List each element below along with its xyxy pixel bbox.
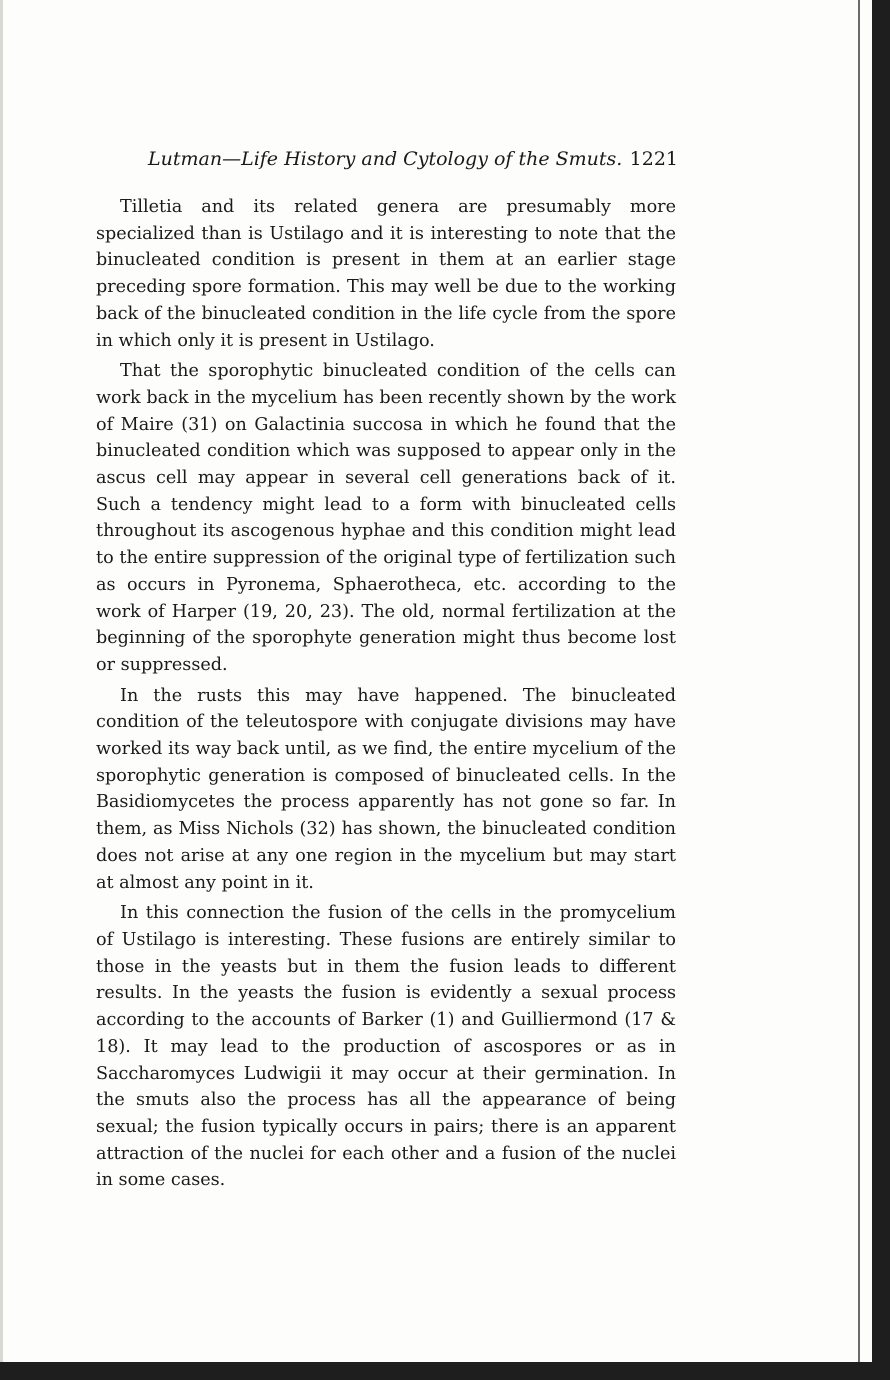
- paragraph-4: In this connection the fusion of the cells in the promycelium of Ustilago is interesting. These fusions are entirely similar to those in the yeasts but in them the fusion leads to different results. In the yeasts the fusion is evidently a sexual process according to the accounts of Barker (1) and Guilliermond (17 & 18). It may lead to the production of ascospores or as in Saccharomyces Ludwigii it may occur at their germination. In the smuts also the process has all the appearance of being sexual; the fusion typically occurs in pairs; there is an apparent attraction of the nuclei for each other and a fusion of the nuclei in some cases.: [96, 903, 676, 1191]
- running-head-title: Lutman—Life History and Cytology of the Smuts.: [148, 148, 623, 170]
- running-head: [148, 148, 678, 170]
- paragraph-2: That the sporophytic binucleated condition of the cells can work back in the mycelium has been recently shown by the work of Maire (31) on Galactinia succosa in which he found that the binucleated condition which was supposed to appear only in the ascus cell may appear in several cell generations back of it. Such a tendency might lead to a form with binucleated cells throughout its ascogenous hyphae and this condition might lead to the entire suppression of the original type of fertilization such as occurs in Pyronema, Sphaerotheca, etc. according to the work of Harper (19, 20, 23). The old, normal fertilization at the beginning of the sporophyte generation might thus become lost or suppressed.: [96, 361, 676, 675]
- body-text: [96, 194, 676, 1198]
- scan-edge-left: [0, 0, 3, 1362]
- page-number: 1221: [629, 148, 678, 170]
- paragraph-1: Tilletia and its related genera are presumably more specialized than is Ustilago and it is interesting to note that the binucleated condition is present in them at an earlier stage preceding spore formation. This may well be due to the working back of the binucleated condition in the life cycle from the spore in which only it is present in Ustilago.: [96, 197, 676, 351]
- scan-edge-right: [858, 0, 860, 1362]
- paragraph-3: In the rusts this may have happened. The binucleated condition of the teleutospore with conjugate divisions may have worked its way back until, as we find, the entire mycelium of the sporophytic generation is composed of binucleated cells. In the Basidiomycetes the process apparently has not gone so far. In them, as Miss Nichols (32) has shown, the binucleated condition does not arise at any one region in the mycelium but may start at almost any point in it.: [96, 685, 676, 893]
